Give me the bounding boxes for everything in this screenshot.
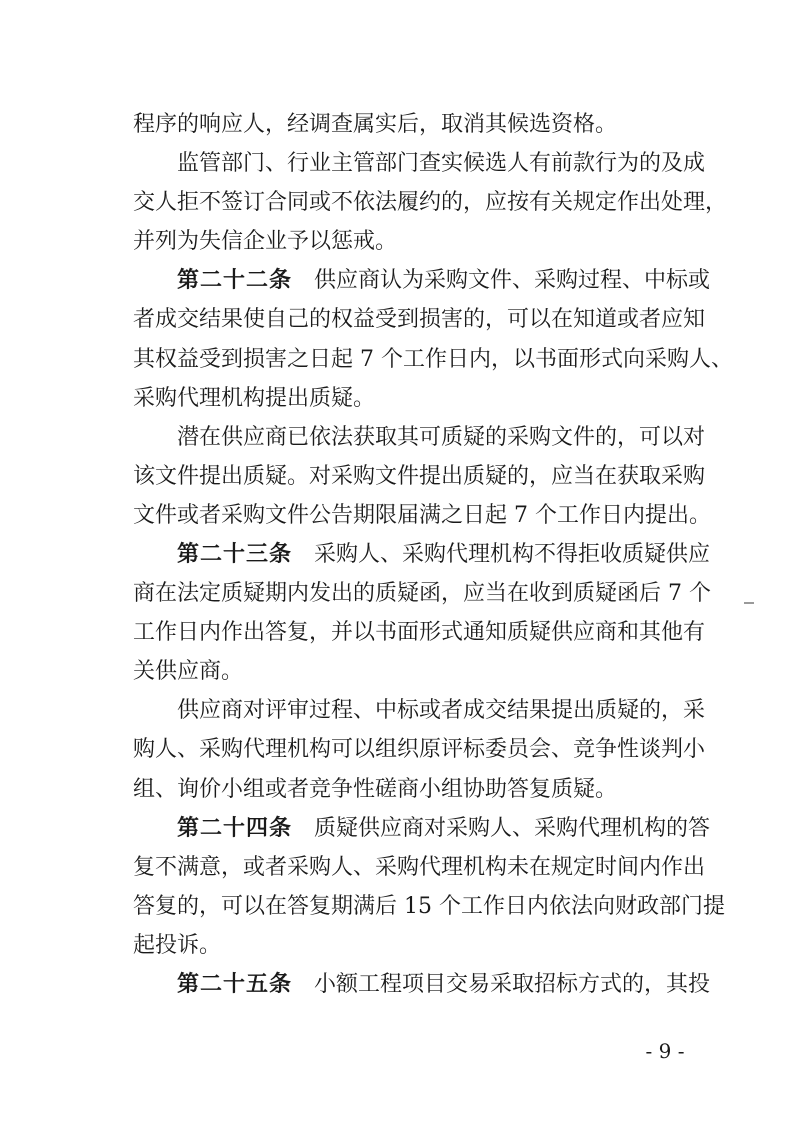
text-line	[133, 225, 693, 259]
text-line	[133, 186, 728, 220]
text-line	[133, 382, 693, 416]
line-text: 监管部门、行业主管部门查实候选人有前款行为的及成	[177, 151, 706, 176]
text-line	[133, 577, 711, 611]
text-line	[133, 616, 706, 650]
paragraph-first-line	[177, 421, 706, 455]
article-heading-line	[177, 264, 711, 298]
line-text: 其权益受到损害之日起 7 个工作日内，以书面形式向采购人、	[133, 347, 733, 372]
line-text: 程序的响应人，经调查属实后，取消其候选资格。	[133, 112, 618, 137]
line-text: 采购人、采购代理机构不得拒收质疑供应	[314, 542, 711, 567]
text-line	[133, 773, 693, 807]
article-number: 第二十二条	[177, 268, 293, 293]
paragraph-first-line	[177, 147, 706, 181]
article-number: 第二十三条	[177, 542, 293, 567]
line-text: 小额工程项目交易采取招标方式的，其投	[314, 972, 711, 997]
text-line	[133, 733, 706, 767]
page-number: - 9 -	[645, 1039, 685, 1063]
text-line	[133, 343, 733, 377]
line-text: 文件或者采购文件公告期限届满之日起 7 个工作日内提出。	[133, 503, 711, 528]
line-text: 商在法定质疑期内发出的质疑函，应当在收到质疑函后 7 个	[133, 581, 711, 606]
line-text: 答复的，可以在答复期满后 15 个工作日内依法向财政部门提	[133, 894, 725, 919]
article-heading-line	[177, 538, 711, 572]
line-text: 购人、采购代理机构可以组织原评标委员会、竞争性谈判小	[133, 737, 706, 762]
text-line	[133, 499, 711, 533]
text-line	[133, 108, 693, 142]
line-text: 供应商对评审过程、中标或者成交结果提出质疑的，采	[177, 698, 706, 723]
line-text: 质疑供应商对采购人、采购代理机构的答	[314, 816, 711, 841]
line-text: 并列为失信企业予以惩戒。	[133, 229, 398, 254]
line-text: 该文件提出质疑。对采购文件提出质疑的，应当在获取采购	[133, 464, 706, 489]
line-text: 组、询价小组或者竞争性磋商小组协助答复质疑。	[133, 777, 618, 802]
line-text: 供应商认为采购文件、采购过程、中标或	[314, 268, 711, 293]
line-text: 起投诉。	[133, 933, 222, 958]
line-text: 者成交结果使自己的权益受到损害的，可以在知道或者应知	[133, 307, 706, 332]
article-number: 第二十四条	[177, 816, 293, 841]
text-line	[133, 929, 693, 963]
line-text: 关供应商。	[133, 659, 244, 684]
text-line	[133, 460, 706, 494]
text-line	[133, 890, 725, 924]
text-line	[133, 655, 693, 689]
article-heading-line	[177, 968, 711, 1002]
article-heading-line	[177, 812, 711, 846]
scan-mark	[744, 602, 754, 604]
line-text: 复不满意，或者采购人、采购代理机构未在规定时间内作出	[133, 855, 706, 880]
line-text: 采购代理机构提出质疑。	[133, 386, 376, 411]
paragraph-first-line	[177, 694, 706, 728]
text-line	[133, 851, 706, 885]
line-text: 潜在供应商已依法获取其可质疑的采购文件的，可以对	[177, 425, 706, 450]
article-number: 第二十五条	[177, 972, 293, 997]
text-line	[133, 303, 706, 337]
line-text: 交人拒不签订合同或不依法履约的，应按有关规定作出处理，	[133, 190, 728, 215]
line-text: 工作日内作出答复，并以书面形式通知质疑供应商和其他有	[133, 620, 706, 645]
